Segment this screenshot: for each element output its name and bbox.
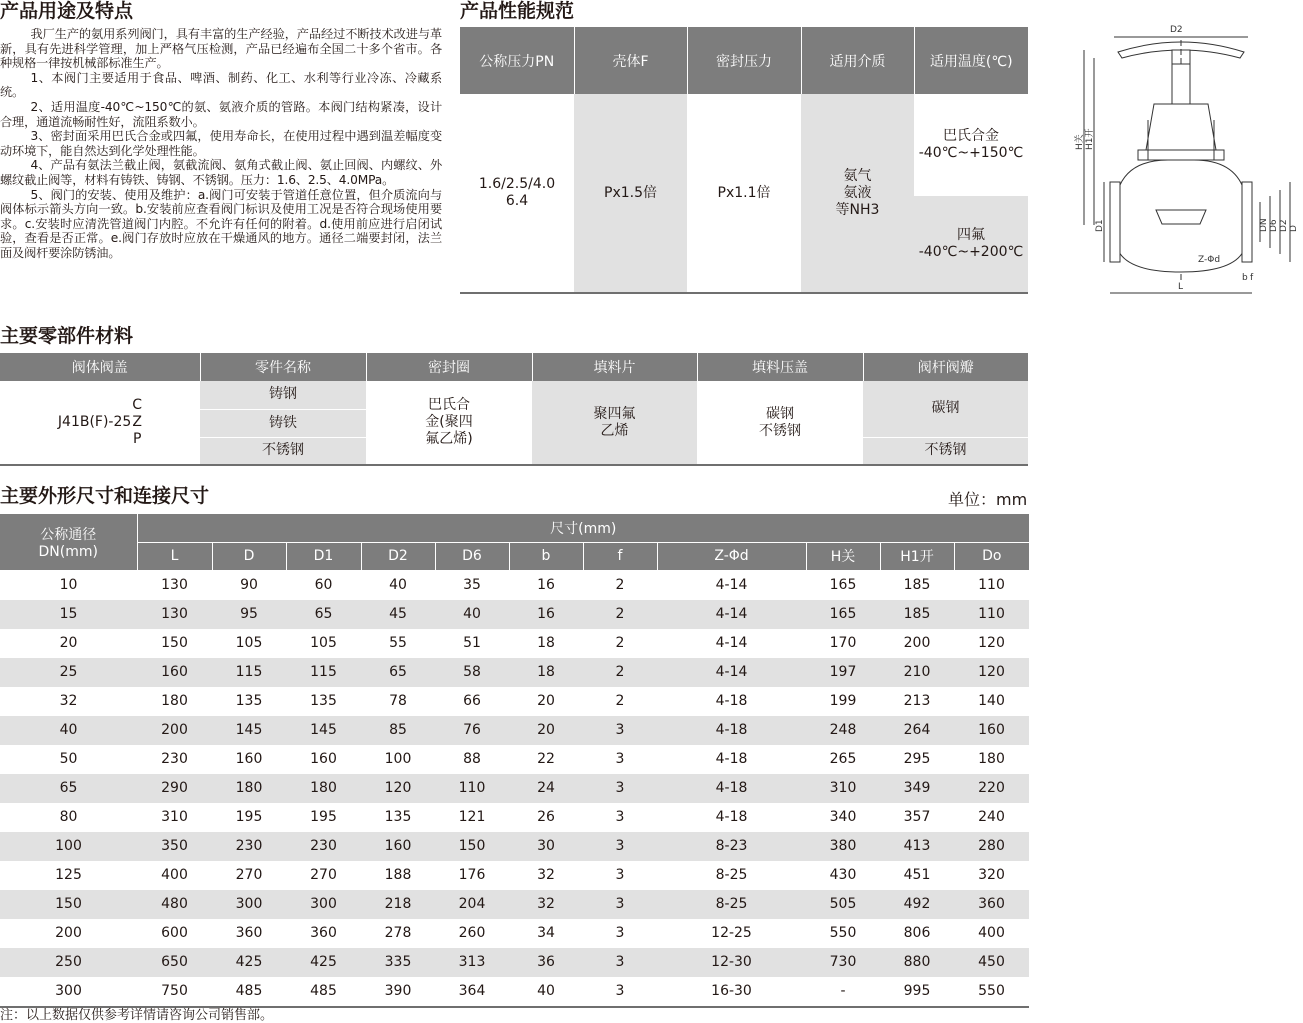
dims-value-cell: 290	[137, 774, 212, 803]
dims-dn-cell: 125	[55, 867, 82, 883]
d2-label: D2	[1170, 25, 1183, 35]
parts-gland-line: 碳钢	[766, 405, 794, 422]
dims-value-cell: 12-30	[657, 948, 806, 977]
dims-value-cell: 349	[880, 774, 954, 803]
dims-value-cell: 135	[235, 693, 263, 709]
perf-temp-line: 巴氏合金	[943, 128, 999, 144]
dims-value-cell: 650	[137, 948, 212, 977]
dims-value-cell: 135	[384, 809, 412, 825]
dims-column-header: f	[583, 542, 657, 570]
table-row	[0, 570, 1029, 600]
table-row	[0, 600, 1029, 629]
table-row	[0, 832, 1029, 861]
dims-value-cell: 36	[509, 948, 583, 977]
dims-value-cell: 278	[384, 925, 412, 941]
perf-header: 公称压力PN	[460, 27, 574, 94]
perf-medium-line: 氨液	[843, 184, 872, 201]
dims-value-cell: 335	[361, 948, 435, 977]
dims-value-cell: 20	[537, 693, 555, 709]
dims-value-cell: 197	[806, 658, 880, 687]
footnote: 注：以上数据仅供参考详情请咨询公司销售部。	[0, 1008, 274, 1023]
parts-gland-line: 不锈钢	[759, 422, 801, 439]
dims-column-header: D6	[435, 542, 509, 570]
dims-value-cell: 240	[978, 809, 1005, 825]
dims-value-cell: 60	[314, 577, 333, 593]
dims-value-cell: 16	[509, 600, 583, 629]
intro-text	[0, 27, 442, 261]
dims-value-cell: 425	[286, 948, 361, 977]
dims-value-cell: 34	[537, 925, 555, 941]
parts-stem-cell: 不锈钢	[863, 437, 1028, 465]
dims-value-cell: 450	[954, 948, 1029, 977]
parts-seal-cell	[366, 381, 532, 465]
table-row	[0, 658, 1029, 687]
perf-header: 密封压力	[687, 27, 801, 94]
dims-value-cell: 295	[903, 751, 931, 767]
dims-value-cell: 180	[286, 774, 361, 803]
dims-value-cell: 265	[829, 751, 857, 767]
parts-title: 主要零部件材料	[0, 325, 134, 347]
left-flange-icon	[1110, 182, 1120, 262]
dims-value-cell: 32	[537, 867, 555, 883]
table-row	[0, 977, 1029, 1007]
dims-value-cell: 150	[435, 832, 509, 861]
dimensions-table	[0, 514, 1029, 1008]
intro-paragraph: 5、阀门的安装、使用及维护：a.阀门可安装于管道任意位置，但介质流向与阀体标示箭头方向一致。b.安装前应查看阀门标识及使用工况是否符合现场使用要求。c.安装时应清洗管道阀门内腔。不允许有任何的附着。d.使用前应进行启闭试验，查看是否正常。e.阀门存放时应放在干燥通风的地方。通径二端要封闭，法兰面及阀杆要涂防锈油。	[0, 187, 442, 260]
bonnet-flange-icon	[1138, 150, 1224, 160]
dims-value-cell: 58	[435, 658, 509, 687]
dims-value-cell: 76	[435, 716, 509, 745]
dims-value-cell: 88	[463, 751, 481, 767]
parts-model-suffix: C	[132, 397, 143, 413]
dims-dn-cell: 32	[59, 693, 78, 709]
dims-value-cell: 8-25	[715, 867, 748, 883]
dims-value-cell: 90	[240, 577, 258, 593]
dims-value-cell: -	[840, 983, 846, 999]
dims-value-cell: 357	[903, 809, 931, 825]
perf-header: 适用介质	[801, 27, 914, 94]
dims-column-header: b	[509, 542, 583, 570]
intro-paragraph: 3、密封面采用巴氏合金或四氟，使用寿命长，在使用过程中遇到温差幅度变动环境下，能自然达到化学处理性能。	[0, 129, 442, 158]
right-flange-icon	[1242, 182, 1252, 262]
dims-value-cell: 400	[978, 925, 1005, 941]
dims-value-cell: 176	[458, 867, 486, 883]
dims-value-cell: 40	[435, 600, 509, 629]
dims-value-cell: 32	[509, 890, 583, 919]
d6-label: D6	[1269, 219, 1279, 232]
dims-value-cell: 180	[978, 751, 1005, 767]
dims-value-cell: 280	[954, 832, 1029, 861]
dims-dn-cell: 10	[59, 577, 78, 593]
perf-title: 产品性能规范	[460, 0, 575, 22]
dims-value-cell: 750	[161, 983, 188, 999]
dims-value-cell: 2	[615, 693, 625, 709]
parts-header: 密封圈	[366, 353, 532, 381]
bonnet-icon	[1146, 104, 1216, 150]
dims-value-cell: 100	[384, 751, 412, 767]
dims-dn-cell: 100	[0, 832, 137, 861]
dims-value-cell: 4-18	[715, 693, 748, 709]
d2-side-label: D2	[1279, 219, 1289, 232]
parts-seal-line: 巴氏合	[428, 397, 470, 413]
dims-dn-cell: 300	[55, 983, 82, 999]
perf-medium-line: 等NH3	[835, 201, 880, 218]
parts-seal-line: 氟乙烯)	[425, 431, 473, 447]
dims-column-header: H关	[806, 542, 880, 570]
dims-value-cell: 40	[389, 577, 407, 593]
dims-value-cell: 12-25	[711, 925, 752, 941]
dims-value-cell: 364	[458, 983, 486, 999]
perf-temp-line: -40℃~+200℃	[918, 244, 1024, 260]
dims-column-header: D	[212, 542, 286, 570]
table-row	[0, 716, 1029, 745]
dims-value-cell: 4-18	[715, 751, 748, 767]
dims-value-cell: 600	[161, 925, 188, 941]
dims-value-cell: 204	[435, 890, 509, 919]
dims-value-cell: 213	[903, 693, 931, 709]
dims-value-cell: 115	[212, 658, 286, 687]
parts-model-cell	[0, 381, 200, 465]
table-row	[0, 774, 1029, 803]
perf-shell-cell: Px1.5倍	[574, 94, 687, 293]
dims-value-cell: 3	[583, 832, 657, 861]
dims-value-cell: 115	[286, 658, 361, 687]
dims-value-cell: 145	[212, 716, 286, 745]
dims-dn-cell: 200	[55, 925, 82, 941]
dims-column-header: Do	[954, 542, 1029, 570]
dims-dn-header-line: DN(mm)	[38, 543, 98, 560]
dims-value-cell: 185	[903, 577, 931, 593]
dims-value-cell: 160	[954, 716, 1029, 745]
dims-value-cell: 2	[583, 600, 657, 629]
dims-value-cell: 18	[537, 635, 555, 651]
dims-value-cell: 85	[361, 716, 435, 745]
dims-value-cell: 140	[978, 693, 1005, 709]
dims-value-cell: 505	[806, 890, 880, 919]
dims-value-cell: 550	[829, 925, 857, 941]
dims-value-cell: 360	[310, 925, 337, 941]
dims-value-cell: 8-23	[657, 832, 806, 861]
perf-header: 适用温度(℃)	[914, 27, 1028, 94]
dims-dn-header	[0, 514, 137, 570]
dims-value-cell: 26	[537, 809, 555, 825]
dims-value-cell: 350	[137, 832, 212, 861]
perf-medium-line: 氨气	[843, 167, 872, 184]
table-row	[0, 745, 1029, 774]
perf-pn-value: 6.4	[505, 193, 529, 209]
table-row	[0, 687, 1029, 716]
dims-value-cell: 120	[954, 658, 1029, 687]
dims-value-cell: 492	[880, 890, 954, 919]
table-row	[0, 861, 1029, 890]
dims-value-cell: 3	[615, 867, 625, 883]
dims-column-header: H1开	[880, 542, 954, 570]
dims-value-cell: 3	[615, 983, 625, 999]
dims-value-cell: 430	[829, 867, 857, 883]
parts-packing-cell	[532, 381, 697, 465]
dims-value-cell: 78	[389, 693, 407, 709]
dims-value-cell: 3	[615, 751, 625, 767]
b-label: b	[1242, 273, 1248, 283]
dims-value-cell: 3	[615, 925, 625, 941]
h-close-label: H关	[1075, 134, 1085, 150]
h1-open-label: H1开	[1085, 128, 1095, 150]
dims-value-cell: 160	[137, 658, 212, 687]
dims-value-cell: 121	[458, 809, 486, 825]
dims-value-cell: 3	[583, 948, 657, 977]
dims-value-cell: 260	[458, 925, 486, 941]
dims-value-cell: 18	[509, 658, 583, 687]
dims-value-cell: 880	[880, 948, 954, 977]
dims-value-cell: 130	[161, 577, 188, 593]
dims-value-cell: 4-14	[715, 635, 748, 651]
intro-paragraph: 2、适用温度-40℃~150℃的氨、氨液介质的管路。本阀门结构紧凑，设计合理，通道流畅耐性好，流阻系数小。	[0, 99, 442, 129]
dims-value-cell: 160	[310, 751, 337, 767]
dims-value-cell: 300	[212, 890, 286, 919]
dims-value-cell: 30	[509, 832, 583, 861]
dims-value-cell: 22	[537, 751, 555, 767]
dims-dn-cell: 80	[59, 809, 78, 825]
dims-value-cell: 40	[537, 983, 555, 999]
dims-column-header: L	[137, 542, 212, 570]
dims-value-cell: 310	[806, 774, 880, 803]
dims-dn-cell: 15	[0, 600, 137, 629]
parts-header: 阀体阀盖	[0, 353, 200, 381]
dims-dn-cell: 150	[0, 890, 137, 919]
dims-value-cell: 550	[978, 983, 1005, 999]
dims-value-cell: 195	[235, 809, 263, 825]
parts-header: 填料片	[532, 353, 697, 381]
dims-title: 主要外形尺寸和连接尺寸	[0, 485, 210, 507]
d1-label: D1	[1095, 219, 1105, 232]
dims-value-cell: 485	[310, 983, 337, 999]
parts-model: J41B(F)-25	[57, 414, 132, 430]
dims-value-cell: 4-18	[657, 716, 806, 745]
parts-table	[0, 353, 1028, 466]
perf-temp-line: -40℃~+150℃	[918, 145, 1024, 161]
parts-gland-cell	[697, 381, 863, 465]
dims-value-cell: 24	[509, 774, 583, 803]
dims-value-cell: 230	[161, 751, 188, 767]
perf-temp-cell	[914, 94, 1028, 196]
dims-value-cell: 730	[806, 948, 880, 977]
dn-label: DN	[1259, 218, 1269, 232]
dims-value-cell: 200	[903, 635, 931, 651]
dims-value-cell: 3	[615, 809, 625, 825]
dims-value-cell: 66	[463, 693, 481, 709]
d-label: D	[1289, 225, 1299, 232]
valve-disc-icon	[1156, 210, 1206, 224]
table-row	[0, 919, 1029, 948]
dims-value-cell: 451	[903, 867, 931, 883]
dims-value-cell: 135	[310, 693, 337, 709]
dims-value-cell: 485	[235, 983, 263, 999]
parts-model-suffix: Z	[132, 414, 142, 430]
dims-column-header: D1	[286, 542, 361, 570]
dims-value-cell: 4-14	[715, 577, 748, 593]
dims-value-cell: 340	[829, 809, 857, 825]
dims-dn-cell: 50	[59, 751, 78, 767]
dims-value-cell: 4-14	[657, 658, 806, 687]
dims-dn-header-line: 公称通径	[40, 526, 97, 543]
dims-value-cell: 360	[235, 925, 263, 941]
dims-value-cell: 95	[212, 600, 286, 629]
perf-temp-cell	[914, 196, 1028, 293]
dims-value-cell: 45	[361, 600, 435, 629]
dims-value-cell: 105	[235, 635, 263, 651]
perf-header: 壳体F	[574, 27, 687, 94]
l-label: L	[1178, 282, 1184, 292]
dims-value-cell: 313	[435, 948, 509, 977]
dims-value-cell: 16-30	[711, 983, 752, 999]
dims-value-cell: 55	[389, 635, 407, 651]
dims-value-cell: 110	[435, 774, 509, 803]
dims-value-cell: 150	[161, 635, 188, 651]
dims-value-cell: 413	[880, 832, 954, 861]
parts-packing-line: 乙烯	[600, 422, 629, 439]
dims-value-cell: 160	[235, 751, 263, 767]
dims-value-cell: 185	[880, 600, 954, 629]
performance-table	[460, 27, 1028, 294]
dims-value-cell: 8-25	[657, 890, 806, 919]
dims-value-cell: 300	[286, 890, 361, 919]
stem-icon	[1172, 64, 1190, 104]
perf-pn-value: 1.6/2.5/4.0	[478, 176, 556, 192]
dims-value-cell: 165	[806, 600, 880, 629]
dims-value-cell: 120	[978, 635, 1005, 651]
dims-dn-cell: 25	[0, 658, 137, 687]
table-row	[0, 948, 1029, 977]
dims-value-cell: 264	[880, 716, 954, 745]
dims-value-cell: 110	[954, 600, 1029, 629]
intro-paragraph: 4、产品有氨法兰截止阀，氨截流阀、氨角式截止阀、氨止回阀、内螺纹、外螺纹截止阀等，材料有铸铁、铸钢、不锈钢。压力：1.6、2.5、4.0MPa。	[0, 158, 442, 187]
dims-value-cell: 200	[137, 716, 212, 745]
dims-value-cell: 425	[212, 948, 286, 977]
perf-temp-line: 四氟	[957, 227, 985, 243]
dims-value-cell: 806	[903, 925, 931, 941]
dims-value-cell: 170	[829, 635, 857, 651]
dims-value-cell: 65	[286, 600, 361, 629]
dims-value-cell: 320	[978, 867, 1005, 883]
parts-packing-line: 聚四氟	[593, 405, 636, 422]
zd-label: Z-Φd	[1198, 255, 1221, 265]
dims-value-cell: 120	[361, 774, 435, 803]
table-row	[0, 803, 1029, 832]
dims-value-cell: 65	[361, 658, 435, 687]
dims-value-cell: 180	[212, 774, 286, 803]
dims-value-cell: 2	[615, 635, 625, 651]
dims-value-cell: 145	[286, 716, 361, 745]
intro-paragraph: 我厂生产的氨用系列阀门，具有丰富的生产经验，产品经过不断技术改进与革新，具有先进科学管理，加上严格气压检测，产品已经遍布全国二十多个省市。各种规格一律按机械部标准生产。	[0, 27, 442, 71]
dims-value-cell: 230	[212, 832, 286, 861]
perf-medium-cell	[801, 94, 914, 293]
valve-diagram	[1068, 10, 1303, 310]
dims-value-cell: 2	[583, 658, 657, 687]
parts-model-suffix: P	[132, 431, 142, 447]
table-row	[0, 629, 1029, 658]
dims-value-cell: 35	[463, 577, 481, 593]
dims-value-cell: 360	[954, 890, 1029, 919]
dims-value-cell: 4-14	[657, 600, 806, 629]
dims-value-cell: 160	[361, 832, 435, 861]
dims-value-cell: 270	[310, 867, 337, 883]
dims-value-cell: 390	[384, 983, 412, 999]
dims-value-cell: 3	[583, 716, 657, 745]
dims-dn-cell: 250	[0, 948, 137, 977]
dims-value-cell: 210	[880, 658, 954, 687]
dims-column-header: Z-Φd	[657, 542, 806, 570]
dims-value-cell: 218	[361, 890, 435, 919]
parts-material-cell: 铸铁	[200, 409, 366, 437]
dims-dn-cell: 20	[59, 635, 78, 651]
dims-column-header: D2	[361, 542, 435, 570]
parts-seal-line: 金(聚四	[425, 414, 473, 430]
dims-size-header: 尺寸(mm)	[137, 514, 1029, 542]
table-row	[0, 890, 1029, 919]
dims-value-cell: 4-18	[715, 809, 748, 825]
parts-material-cell: 不锈钢	[200, 437, 366, 465]
parts-header: 阀杆阀瓣	[863, 353, 1028, 381]
dims-value-cell: 199	[829, 693, 857, 709]
dims-value-cell: 195	[310, 809, 337, 825]
parts-material-cell: 铸钢	[200, 381, 366, 409]
dims-dn-cell: 40	[0, 716, 137, 745]
dims-value-cell: 230	[286, 832, 361, 861]
dims-value-cell: 188	[384, 867, 412, 883]
dims-value-cell: 130	[137, 600, 212, 629]
dims-value-cell: 20	[509, 716, 583, 745]
dims-value-cell: 400	[161, 867, 188, 883]
dims-value-cell: 310	[161, 809, 188, 825]
dims-value-cell: 4-18	[657, 774, 806, 803]
dims-value-cell: 16	[537, 577, 555, 593]
intro-paragraph: 1、本阀门主要适用于食品、啤酒、制药、化工、水利等行业冷冻、冷藏系统。	[0, 70, 442, 100]
dims-value-cell: 380	[806, 832, 880, 861]
dims-value-cell: 3	[583, 774, 657, 803]
dims-value-cell: 248	[806, 716, 880, 745]
perf-seal-cell: Px1.1倍	[717, 184, 771, 201]
dims-value-cell: 110	[978, 577, 1005, 593]
dims-value-cell: 165	[829, 577, 857, 593]
dims-value-cell: 220	[954, 774, 1029, 803]
perf-pn-cell	[460, 94, 574, 293]
parts-header: 零件名称	[200, 353, 366, 381]
dims-value-cell: 2	[615, 577, 625, 593]
dims-dn-cell: 65	[0, 774, 137, 803]
dims-value-cell: 270	[235, 867, 263, 883]
unit-label: 单位：mm	[948, 490, 1028, 509]
dims-value-cell: 180	[161, 693, 188, 709]
parts-header: 填料压盖	[697, 353, 863, 381]
dims-value-cell: 51	[463, 635, 481, 651]
intro-title: 产品用途及特点	[0, 0, 134, 22]
dims-value-cell: 995	[903, 983, 931, 999]
parts-stem-cell: 碳钢	[863, 381, 1028, 437]
dims-value-cell: 105	[310, 635, 337, 651]
dims-value-cell: 480	[137, 890, 212, 919]
f-label: f	[1250, 273, 1254, 283]
dims-value-cell: 3	[583, 890, 657, 919]
